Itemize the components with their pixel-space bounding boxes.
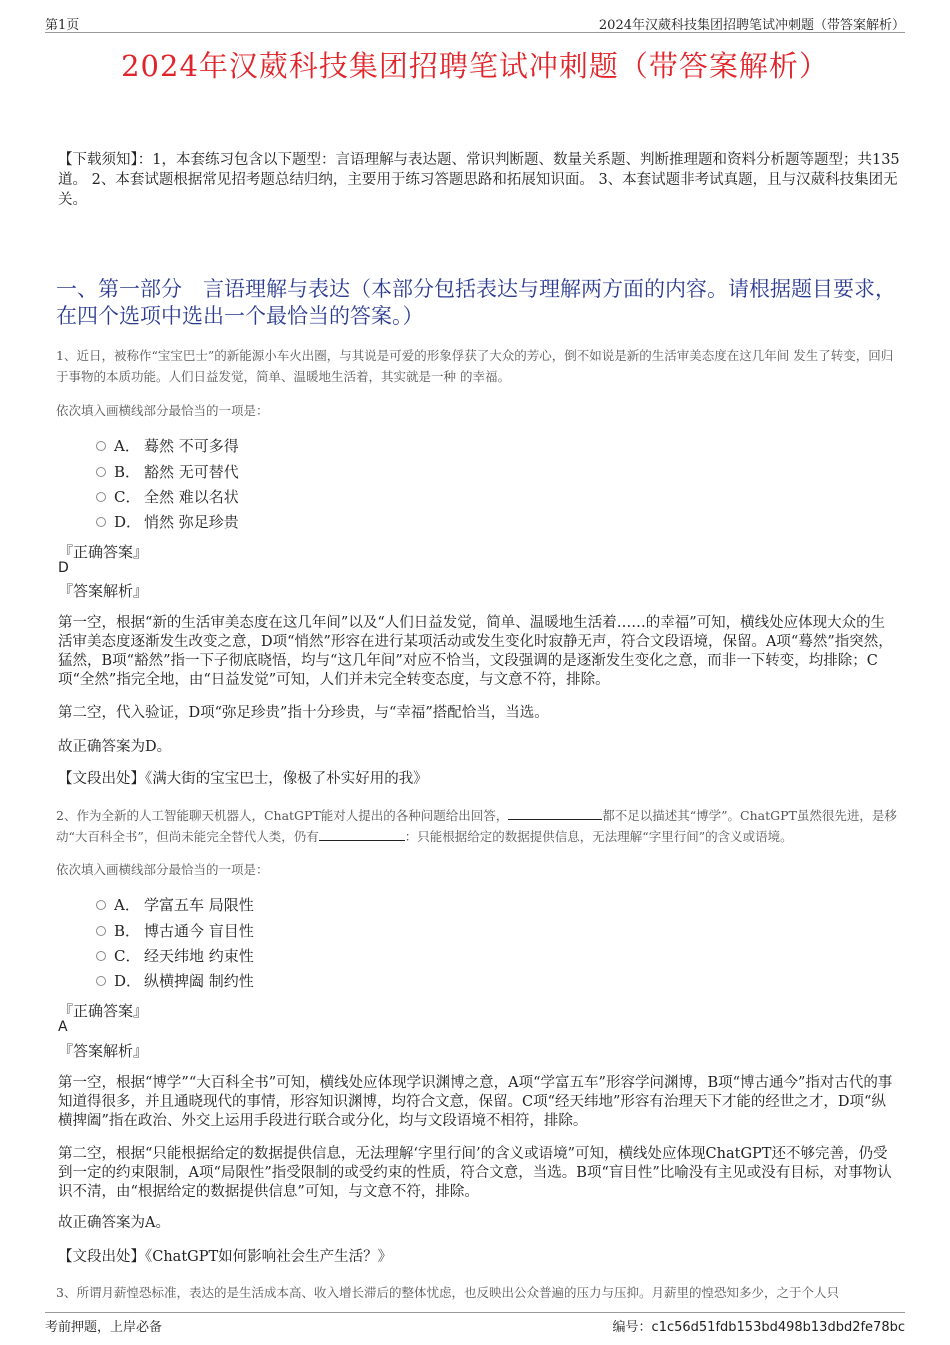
q1-stem: 1、近日，被称作“宝宝巴士”的新能源小车火出圈，与其说是可爱的形象俘获了大众的芳心，倒不如说是新的生活审美态度在这几年间 发生了转变，回归于事物的本质功能。人们日益发觉，简单、温暖地生活着，其实就是一种 的幸福。: [56, 348, 894, 384]
radio-icon[interactable]: [96, 467, 106, 477]
q2-analysis-3: 故正确答案为A。: [58, 1215, 170, 1231]
q2-option-c[interactable]: C． 经天纬地 约束性: [96, 945, 254, 967]
footer-code: 编号：c1c56d51fdb153bd498b13dbd2fe78bc: [612, 1320, 905, 1335]
radio-icon[interactable]: [96, 976, 106, 986]
q1-option-d[interactable]: D． 悄然 弥足珍贵: [96, 511, 239, 533]
blank-2: [319, 826, 405, 841]
q3-stem: 3、所谓月薪惶恐标准，表达的是生活成本高、收入增长滞后的整体忧虑，也反映出公众普遍的压力与压抑。月薪里的惶恐知多少，之于个人只: [56, 1285, 839, 1300]
q2-option-b[interactable]: B． 博古通今 盲目性: [96, 920, 254, 942]
page-title: 2024年汉葳科技集团招聘笔试冲刺题（带答案解析）: [121, 49, 829, 83]
q1-analysis-2: 第二空，代入验证，D项“弥足珍贵”指十分珍贵，与“幸福”搭配恰当，当选。: [58, 705, 549, 721]
q2-source: 【文段出处】《ChatGPT如何影响社会生产生活？》: [58, 1249, 393, 1265]
q1-prompt: 依次填入画横线部分最恰当的一项是：: [56, 403, 269, 418]
q2-answer-heading: 『正确答案』: [58, 1002, 149, 1020]
q1-analysis-1: 第一空，根据“新的生活审美态度在这几年间”以及“人们日益发觉，简单、温暖地生活着……的幸福”可知，横线处应体现大众的生活审美态度逐渐发生改变之意，D项“悄然”形容在进行某项活动或发生变化时寂静无声，符合文段语境，保留。A项“蓦然”指突然，猛然，B项“豁然”指一下子彻底晓悟，均与“这几年间”对应不恰当，文段强调的是逐渐发生变化之意，而非一下转变，均排除；C项“全然”指完全地，由“日益发觉”可知，人们并未完全转变态度，与文意不符，排除。: [58, 615, 893, 688]
section-title: 一、第一部分 言语理解与表达（本部分包括表达与理解两方面的内容。请根据题目要求，在四个选项中选出一个最恰当的答案。）: [56, 277, 896, 328]
radio-icon[interactable]: [96, 492, 106, 502]
q1-option-b[interactable]: B． 豁然 无可替代: [96, 461, 239, 483]
page-number: 第1页: [45, 18, 80, 33]
q1-source: 【文段出处】《满大街的宝宝巴士，像极了朴实好用的我》: [58, 771, 428, 787]
page-footer: [45, 1312, 905, 1333]
blank-1: [508, 805, 602, 820]
q1-answer: D: [58, 560, 69, 576]
footer-slogan: 考前押题，上岸必备: [45, 1320, 163, 1335]
q2-stem: 2、作为全新的人工智能聊天机器人，ChatGPT能对人提出的各种问题给出回答， 都不足以描述其“博学”。ChatGPT虽然很先进，是移动“大百科全书”，但尚未能完全替代人类，仍有 ：只能根据给定的数据提供信息，无法理解“字里行间”的含义或语境。: [56, 805, 898, 847]
q2-option-d[interactable]: D． 纵横捭阖 制约性: [96, 970, 254, 992]
q1-option-c[interactable]: C． 全然 难以名状: [96, 486, 239, 508]
q2-analysis-1: 第一空，根据“博学”“大百科全书”可知，横线处应体现学识渊博之意，A项“学富五车”形容学问渊博，B项“博古通今”指对古代的事知道得很多，并且通晓现代的事情，形容知识渊博，均符合文意，保留。C项“经天纬地”形容有治理天下才能的经世之才，D项“纵横捭阖”指在政治、外交上运用手段进行联合或分化，均与文段语境不相符，排除。: [58, 1075, 893, 1129]
q2-analysis-heading: 『答案解析』: [58, 1042, 149, 1060]
header-doc-title: 2024年汉葳科技集团招聘笔试冲刺题（带答案解析）: [598, 18, 905, 33]
radio-icon[interactable]: [96, 926, 106, 936]
radio-icon[interactable]: [96, 441, 106, 451]
radio-icon[interactable]: [96, 517, 106, 527]
download-notice: 【下载须知】：1，本套练习包含以下题型：言语理解与表达题、常识判断题、数量关系题、判断推理题和资料分析题等题型；共135道。 2、本套试题根据常见招考题总结归纳，主要用于练习答题思路和拓展知识面。 3、本套试题非考试真题，且与汉葳科技集团无关。: [58, 152, 900, 208]
page-header: [45, 12, 905, 33]
q1-answer-heading: 『正确答案』: [58, 543, 149, 561]
radio-icon[interactable]: [96, 951, 106, 961]
q2-option-a[interactable]: A． 学富五车 局限性: [96, 894, 254, 916]
q1-option-a[interactable]: A． 蓦然 不可多得: [96, 435, 239, 457]
q2-prompt: 依次填入画横线部分最恰当的一项是：: [56, 862, 269, 877]
q1-analysis-heading: 『答案解析』: [58, 582, 149, 600]
q2-answer: A: [58, 1019, 68, 1035]
radio-icon[interactable]: [96, 900, 106, 910]
q1-analysis-3: 故正确答案为D。: [58, 739, 172, 755]
q2-analysis-2: 第二空，根据“只能根据给定的数据提供信息，无法理解‘字里行间’的含义或语境”可知，横线处应体现ChatGPT还不够完善，仍受到一定的约束限制，A项“局限性”指受限制的或受约束的性质，符合文意，当选。B项“盲目性”比喻没有主见或没有目标，对事物认识不清，由“根据给定的数据提供信息”可知，与文意不符，排除。: [58, 1146, 892, 1200]
